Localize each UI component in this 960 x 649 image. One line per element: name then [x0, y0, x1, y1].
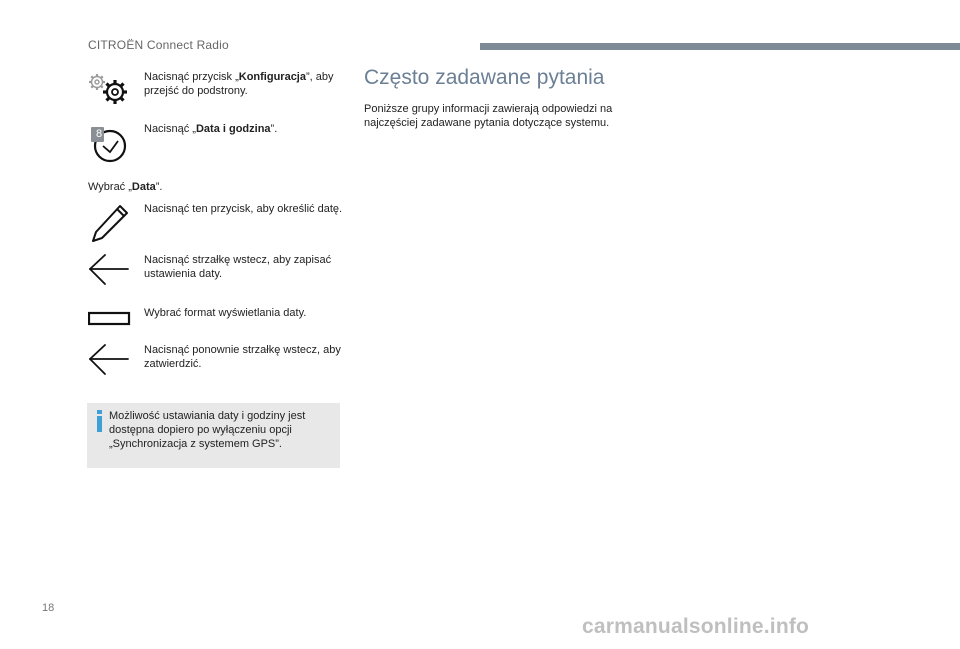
select-date-line: Wybrać „Data”.: [88, 181, 163, 193]
info-note: [87, 403, 340, 468]
faq-intro: Poniższe grupy informacji zawierają odpowiedzi na najczęściej zadawane pytania dotyczące systemu.: [364, 103, 613, 129]
info-note-text: Możliwość ustawiania daty i godziny jest dostępna dopiero po wyłączeniu opcji „Synchronizacja z systemem GPS”.: [109, 410, 306, 450]
clock-badge: 8: [95, 128, 103, 140]
step-configuration-text: Nacisnąć przycisk „Konfiguracja”, aby przejść do podstrony.: [144, 71, 334, 97]
page-number: 18: [42, 602, 55, 614]
step-set-date-text: Nacisnąć ten przycisk, aby określić datę.: [144, 203, 343, 215]
back-arrow-icon: [88, 343, 132, 387]
step-confirm-text: Nacisnąć ponownie strzałkę wstecz, aby zatwierdzić.: [144, 344, 341, 370]
manual-header-title: CITROËN Connect Radio: [88, 38, 229, 52]
back-arrow-icon: [88, 253, 132, 297]
step-date-time-text: Nacisnąć „Data i godzina”.: [144, 123, 278, 135]
pencil-icon: [88, 202, 132, 246]
watermark: carmanualsonline.info: [582, 615, 810, 638]
settings-gears-icon: [88, 70, 132, 114]
faq-heading: Często zadawane pytania: [364, 66, 605, 89]
step-date-format-text: Wybrać format wyświetlania daty.: [144, 307, 307, 319]
step-save-date-text: Nacisnąć strzałkę wstecz, aby zapisać ustawienia daty.: [144, 254, 332, 280]
header-bar: [480, 43, 960, 50]
info-icon: [95, 410, 105, 432]
